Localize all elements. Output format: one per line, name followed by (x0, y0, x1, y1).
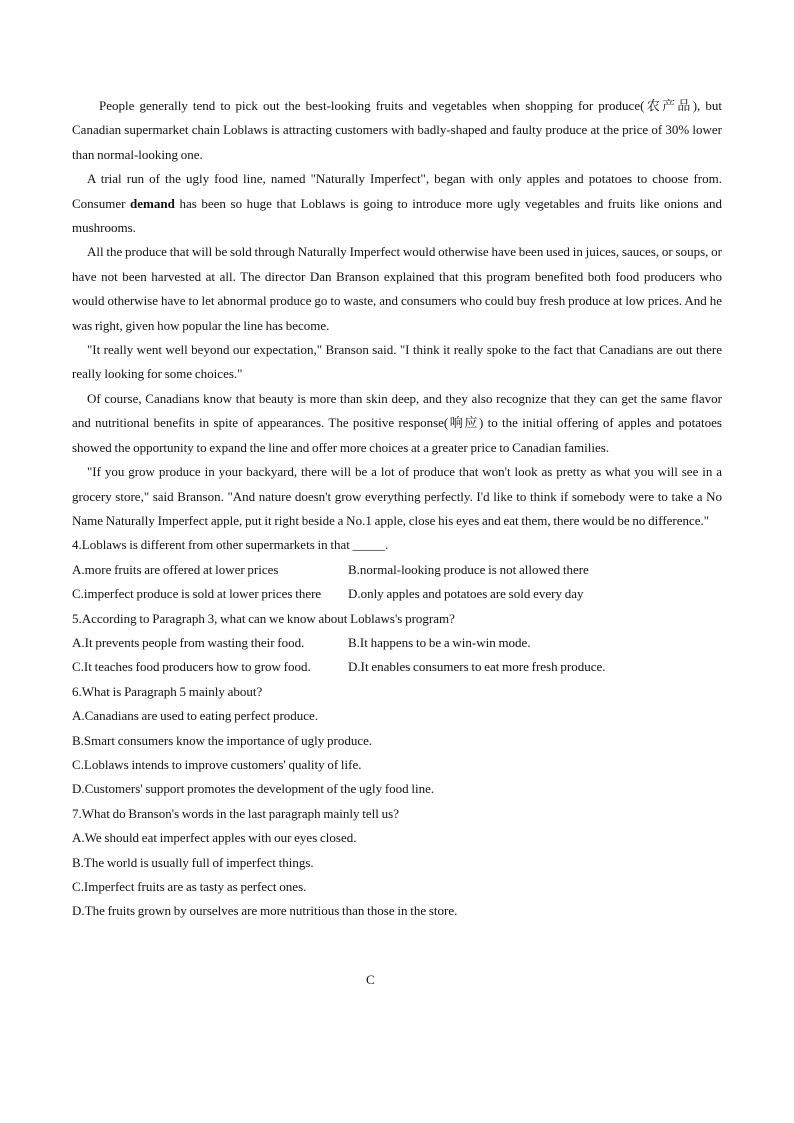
option-d[interactable]: D.only apples and potatoes are sold every day (348, 586, 584, 602)
question-stem: 6.What is Paragraph 5 mainly about? (72, 683, 263, 699)
option-c[interactable]: C.It teaches food producers how to grow food. (72, 659, 311, 675)
question-5 (72, 607, 722, 680)
question-stem: 7.What do Branson's words in the last paragraph mainly tell us? (72, 805, 399, 821)
option-c[interactable]: C.imperfect produce is sold at lower prices there (72, 586, 322, 602)
option-row (72, 655, 722, 679)
option-b[interactable]: B.Smart consumers know the importance of ugly produce. (72, 732, 373, 748)
next-section-letter: C (366, 972, 375, 987)
passage-paragraph-2 (72, 167, 722, 240)
option-b[interactable]: B.normal-looking produce is not allowed there (348, 561, 589, 577)
question-stem: 4.Loblaws is different from other supermarkets in that _____. (72, 537, 389, 553)
question-4 (72, 533, 722, 606)
passage-paragraph-6 (72, 460, 722, 533)
passage-paragraph-3 (72, 240, 722, 338)
option-c[interactable]: C.Imperfect fruits are as tasty as perfect ones. (72, 879, 307, 894)
option-row (72, 631, 722, 655)
question-6 (72, 680, 722, 802)
option-a[interactable]: A.It prevents people from wasting their food. (72, 634, 305, 650)
paragraph-text: All the produce that will be sold through Naturally Imperfect would otherwise have been used in juices, sauces, or soups, or have not been harvested at all. The director Dan Branson explained that this program benefited both food producers who would otherwise have to let abnormal produce go to waste, and consumers who could buy fresh produce at low prices. And he was right, given how popular the line has become. (72, 244, 722, 333)
paragraph-text: A trial run of the ugly food line, named "Naturally Imperfect", began with only apples and potatoes to choose from. Consumer (72, 171, 722, 211)
option-d[interactable]: D.It enables consumers to eat more fresh produce. (348, 659, 606, 675)
option-c[interactable]: C.Loblaws intends to improve customers' quality of life. (72, 756, 362, 772)
option-b[interactable]: B.The world is usually full of imperfect things. (72, 854, 314, 870)
paragraph-text: Of course, Canadians know that beauty is more than skin deep, and they also recognize that they can get the same flavor and nutritional benefits in spite of appearances. The positive response(响应) to the initial offering of apples and potatoes showed the opportunity to expand the line and offer more choices at a greater price to Canadian families. (72, 390, 722, 455)
option-row (72, 558, 722, 582)
paragraph-text: People generally tend to pick out the best-looking fruits and vegetables when shopping for produce(农产品), but Canadian supermarket chain Loblaws is attracting customers with badly-shaped and faulty produce at the price of 30% lower than normal-looking one. (72, 98, 722, 162)
passage-paragraph-4 (72, 338, 722, 387)
option-b[interactable]: B.It happens to be a win-win mode. (348, 634, 531, 650)
option-a[interactable]: A.more fruits are offered at lower prices (72, 561, 279, 577)
option-a[interactable]: A.Canadians are used to eating perfect produce. (72, 708, 319, 724)
option-a[interactable]: A.We should eat imperfect apples with our eyes closed. (72, 830, 357, 846)
question-stem: 5.According to Paragraph 3, what can we know about Loblaws's program? (72, 610, 455, 626)
bold-keyword: demand (130, 195, 175, 211)
passage-paragraph-5 (72, 387, 722, 460)
reading-passage-page (72, 94, 722, 924)
option-d[interactable]: D.Customers' support promotes the development of the ugly food line. (72, 781, 435, 797)
paragraph-text: has been so huge that Loblaws is going to introduce more ugly vegetables and fruits like onions and mushrooms. (72, 195, 722, 236)
paragraph-text: "If you grow produce in your backyard, there will be a lot of produce that won't look as pretty as what you will see in a grocery store," said Branson. "And nature doesn't grow everything perfectly. I'd like to think if somebody were to take a No Name Naturally Imperfect apple, put it right beside a No.1 apple, close his eyes and eat them, there would be no difference." (72, 464, 722, 528)
passage-paragraph-1 (72, 94, 722, 167)
option-row (72, 582, 722, 606)
question-7 (72, 802, 722, 924)
option-d[interactable]: D.The fruits grown by ourselves are more nutritious than those in the store. (72, 903, 458, 919)
paragraph-text: "It really went well beyond our expectation," Branson said. "I think it really spoke to the fact that Canadians are out there really looking for some choices." (72, 342, 722, 382)
